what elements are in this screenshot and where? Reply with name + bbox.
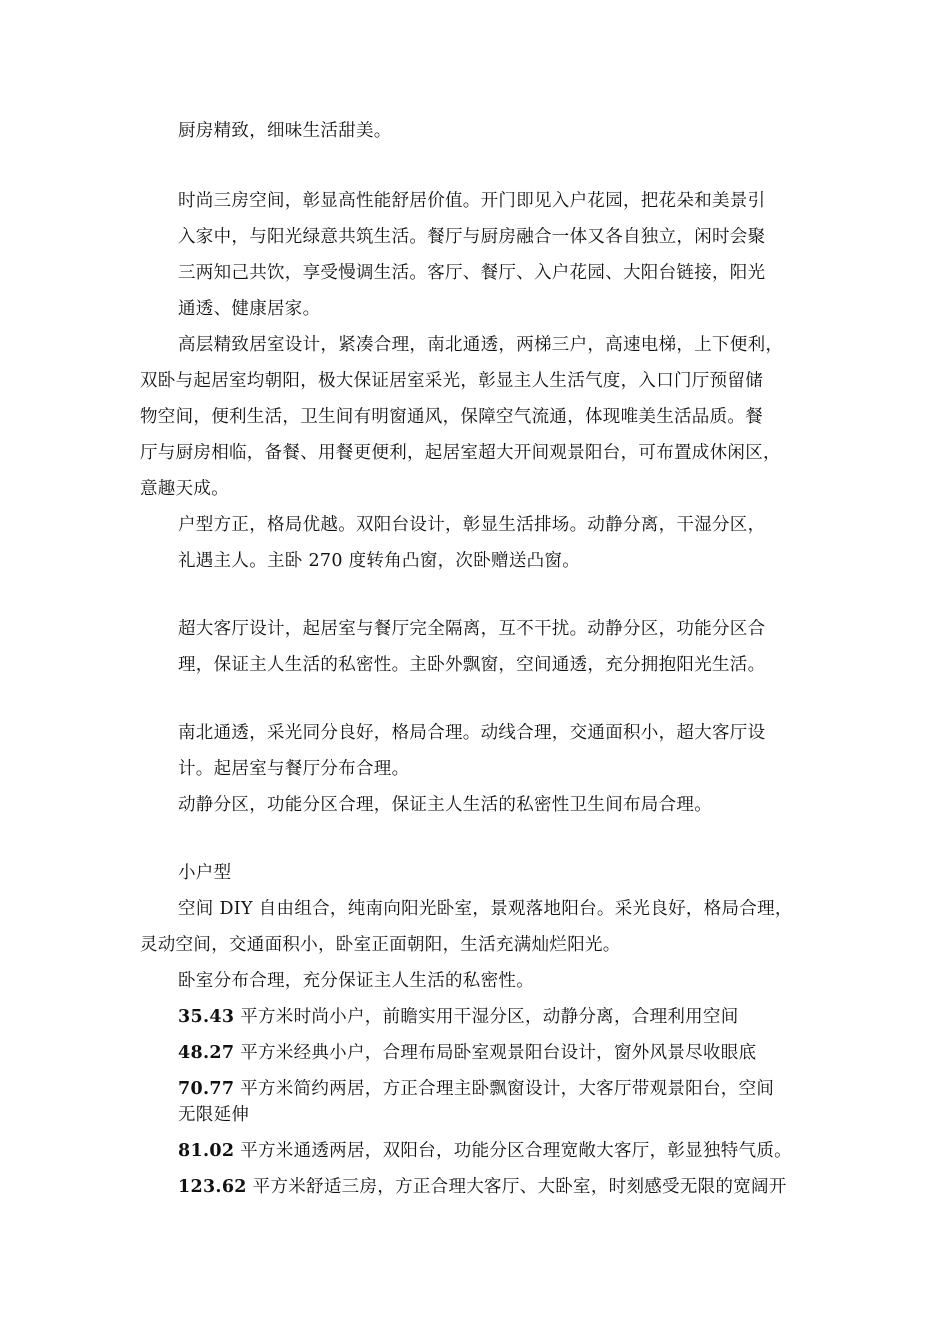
paragraph-bedroom-privacy: 卧室分布合理，充分保证主人生活的私密性。: [178, 971, 534, 991]
paragraph-three-room-line-4: 通透、健康居家。: [178, 299, 321, 319]
unit-area: 48.27: [178, 1043, 235, 1063]
paragraph-diy-line-2: 灵动空间，交通面积小，卧室正面朝阳，生活充满灿烂阳光。: [140, 935, 621, 955]
paragraph-north-south-line-1: 南北通透，采光同分良好，格局合理。动线合理，交通面积小，超大客厅设: [178, 723, 766, 743]
unit-description: 平方米经典小户，合理布局卧室观景阳台设计，窗外风景尽收眼底: [240, 1043, 757, 1063]
unit-item: [178, 1004, 739, 1030]
paragraph-three-room-line-2: 入家中，与阳光绿意共筑生活。餐厅与厨房融合一体又各自独立，闲时会聚: [178, 227, 766, 247]
paragraph-highrise-line-2: 双卧与起居室均朝阳，极大保证居室采光，彰显主人生活气度，入口门厅预留储: [140, 371, 763, 391]
unit-description: 平方米时尚小户，前瞻实用干湿分区，动静分离，合理利用空间: [240, 1007, 739, 1027]
unit-area: 35.43: [178, 1007, 235, 1027]
paragraph-highrise-line-1: 高层精致居室设计，紧凑合理，南北通透，两梯三户，高速电梯，上下便利，: [178, 335, 784, 355]
paragraph-diy-line-1: 空间 DIY 自由组合，纯南向阳光卧室，景观落地阳台。采光良好，格局合理，: [178, 899, 793, 919]
paragraph-north-south-line-2: 计。起居室与餐厅分布合理。: [178, 759, 410, 779]
unit-description: 平方米简约两居，方正合理主卧飘窗设计，大客厅带观景阳台，空间: [240, 1079, 775, 1099]
unit-description: 平方米舒适三房，方正合理大客厅、大卧室，时刻感受无限的宽阔开: [252, 1177, 787, 1197]
unit-area: 123.62: [178, 1177, 247, 1197]
paragraph-layout-line-2: 礼遇主人。主卧 270 度转角凸窗，次卧赠送凸窗。: [178, 551, 581, 571]
unit-description-continued: 无限延伸: [178, 1105, 250, 1125]
unit-item: [178, 1076, 774, 1102]
paragraph-kitchen: 厨房精致，细味生活甜美。: [178, 121, 392, 141]
unit-area: 70.77: [178, 1079, 235, 1099]
paragraph-three-room-line-3: 三两知己共饮，享受慢调生活。客厅、餐厅、入户花园、大阳台链接，阳光: [178, 263, 766, 283]
paragraph-layout-line-1: 户型方正，格局优越。双阳台设计，彰显生活排场。动静分离，干湿分区，: [178, 515, 766, 535]
paragraph-highrise-line-3: 物空间，便利生活，卫生间有明窗通风，保障空气流通，体现唯美生活品质。餐: [140, 407, 763, 427]
paragraph-three-room-line-1: 时尚三房空间，彰显高性能舒居价值。开门即见入户花园，把花朵和美景引: [178, 191, 766, 211]
paragraph-living-room-line-2: 理，保证主人生活的私密性。主卧外飘窗，空间通透，充分拥抱阳光生活。: [178, 655, 766, 675]
unit-item: [178, 1174, 787, 1200]
unit-item: [178, 1040, 756, 1066]
paragraph-zoning: 动静分区，功能分区合理，保证主人生活的私密性卫生间布局合理。: [178, 795, 712, 815]
unit-item: [178, 1138, 792, 1164]
section-heading-small-units: 小户型: [178, 863, 232, 883]
unit-area: 81.02: [178, 1141, 235, 1161]
paragraph-highrise-line-5: 意趣天成。: [140, 479, 229, 499]
paragraph-living-room-line-1: 超大客厅设计，起居室与餐厅完全隔离，互不干扰。动静分区，功能分区合: [178, 619, 766, 639]
paragraph-highrise-line-4: 厅与厨房相临，备餐、用餐更便利，起居室超大开间观景阳台，可布置成休闲区，: [140, 443, 781, 463]
unit-description: 平方米通透两居，双阳台，功能分区合理宽敞大客厅，彰显独特气质。: [240, 1141, 792, 1161]
